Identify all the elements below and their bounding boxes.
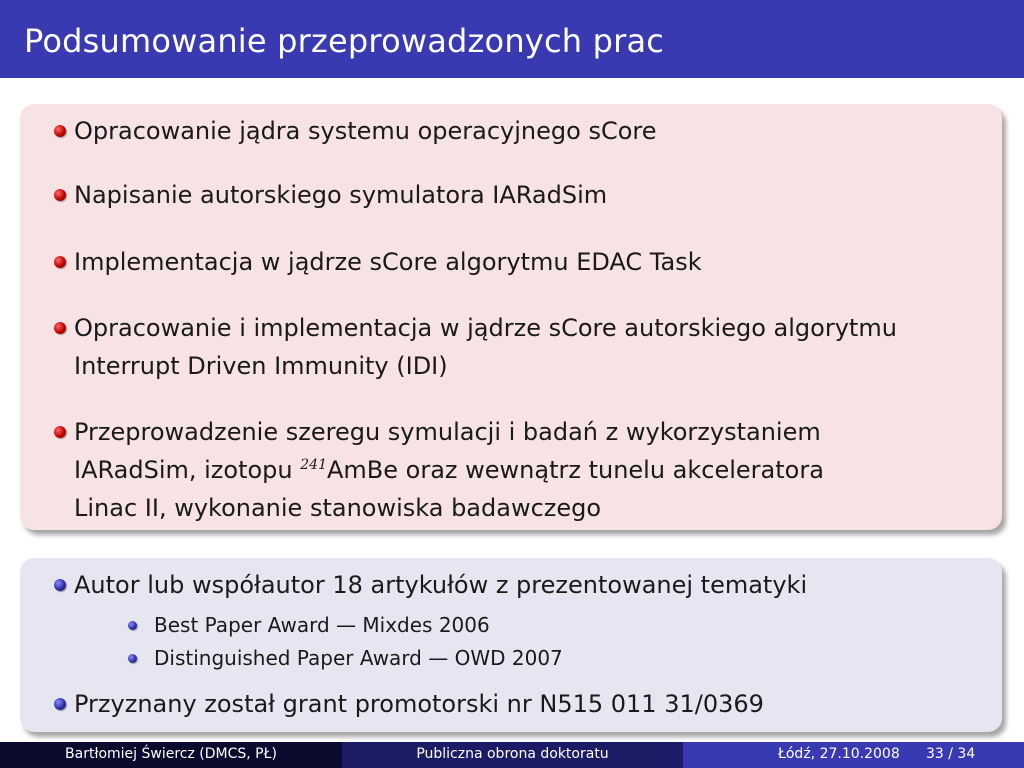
slide-title: Podsumowanie przeprowadzonych prac — [24, 22, 665, 60]
list-item — [74, 243, 702, 281]
list-item-text-part: AmBe oraz wewnątrz tunelu akceleratora — [326, 456, 824, 484]
list-item-text: Linac II, wykonanie stanowiska badawczego — [74, 494, 602, 522]
bullet-icon — [54, 579, 66, 591]
list-item-text — [74, 451, 824, 489]
list-item-text: Napisanie autorskiego symulatora IARadSim — [74, 181, 608, 209]
slide-title-bar — [0, 0, 1024, 78]
sub-list-item-text: Best Paper Award — Mixdes 2006 — [154, 613, 490, 637]
bullet-icon — [54, 189, 66, 201]
list-item — [74, 566, 807, 604]
bullet-icon — [54, 698, 66, 710]
bullet-icon — [54, 125, 66, 137]
list-item — [74, 685, 764, 723]
list-item-text: Interrupt Driven Immunity (IDI) — [74, 352, 448, 380]
list-item-text: Przeprowadzenie szeregu symulacji i badań z wykorzystaniem — [74, 418, 821, 446]
bullet-icon — [128, 621, 137, 630]
list-item — [74, 112, 657, 150]
list-item-text: Implementacja w jądrze sCore algorytmu EDAC Task — [74, 248, 702, 276]
list-item-text: Autor lub współautor 18 artykułów z prezentowanej tematyki — [74, 571, 808, 599]
footer-author: Bartłomiej Świercz (DMCS, PŁ) — [0, 742, 342, 768]
bullet-icon — [54, 322, 66, 334]
footer-page-number: 33 / 34 — [926, 746, 976, 762]
sub-list-item — [154, 610, 490, 640]
footer-place-date: Łódź, 27.10.2008 — [778, 746, 900, 762]
sub-list-item — [154, 643, 563, 673]
footer-info — [683, 742, 1024, 768]
list-item-text-part: IARadSim, izotopu — [74, 456, 301, 484]
footer-talk-title: Publiczna obrona doktoratu — [342, 742, 683, 768]
list-item — [74, 413, 824, 527]
list-item-text: Opracowanie jądra systemu operacyjnego sCore — [74, 117, 657, 145]
isotope-mass-number: 241 — [300, 457, 327, 473]
bullet-icon — [54, 256, 66, 268]
sub-list-item-text: Distinguished Paper Award — OWD 2007 — [154, 646, 563, 670]
list-item — [74, 176, 607, 214]
list-item-text: Opracowanie i implementacja w jądrze sCore autorskiego algorytmu — [74, 314, 897, 342]
slide-footer — [0, 742, 1024, 768]
list-item — [74, 309, 897, 385]
list-item-text: Przyznany został grant promotorski nr N515 011 31/0369 — [74, 690, 764, 718]
bullet-icon — [128, 654, 137, 663]
bullet-icon — [54, 426, 66, 438]
